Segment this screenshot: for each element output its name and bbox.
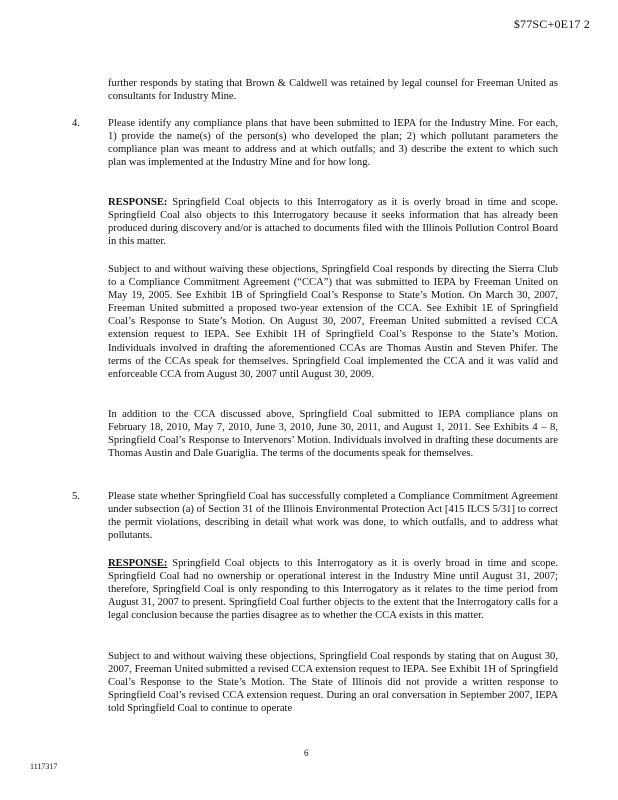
response-body-paragraph: In addition to the CCA discussed above, Springfield Coal submitted to IEPA compliance plans on February 18, 2010, May 7, 2010, June 3, 2010, June 30, 2011, and August 1, 2011. See Exhibits 4 – 8, Springfield Coal’s Response to Intervenors’ Motion. Individuals involved in drafting these documents are Thomas Austin and Dale Guariglia. The terms of the documents speak for themselves. [108,409,558,460]
interrogatory-question: Please identify any compliance plans that have been submitted to IEPA for the Industry Mine. For each, 1) provide the name(s) of the person(s) who developed the plan; 2) which pollutant parameters the compliance plan was meant to address and at which outfalls; and 3) describe the extent to which such plan was implemented at the Industry Mine and for how long. [108,118,558,169]
response-body-paragraph: Subject to and without waiving these objections, Springfield Coal responds by directing the Sierra Club to a Compliance Commitment Agreement (“CCA”) that was submitted to IEPA by Freeman United on May 19, 2005. See Exhibit 1B of Springfield Coal’s Response to State’s Motion. On March 30, 2007, Freeman United submitted a proposed two-year extension of the CCA. See Exhibit 1E of Springfield Coal’s Response to State’s Motion. On August 30, 2007, Freeman United submitted a revised CCA extension request to IEPA. See Exhibit 1H of Springfield Coal’s Response to the State’s Motion. Individuals involved in drafting the aforementioned CCAs are Thomas Austin and Steven Phifer. The terms of the CCAs speak for themselves. Springfield Coal implemented the CCA and it was valid and enforceable CCA from August 30, 2007 until August 30, 2009. [108,264,558,380]
response-text: Springfield Coal objects to this Interrogatory as it is overly broad in time and scope. Springfield Coal had no ownership or operational interest in the Industry Mine until August 31, 2007; therefore, Springfield Coal is only responding to this Interrogatory as it relates to the time period from August 31, 2007 to present. Springfield Coal further objects to the extent that the Interrogatory calls for a legal conclusion because the parties disagree as to whether the CCA exists in this matter. [108,558,558,622]
interrogatory-question: Please state whether Springfield Coal has successfully completed a Compliance Commitment Agreement under subsection (a) of Section 31 of the Illinois Environmental Protection Act [415 ILCS 5/31] to correct the permit violations, describing in detail what work was done, to which outfalls, and to address what pollutants. [108,491,558,542]
response-label: RESPONSE: [108,558,168,569]
intro-paragraph: further responds by stating that Brown & Caldwell was retained by legal counsel for Freeman United as consultants for Industry Mine. [108,78,558,103]
page-number: 6 [304,748,309,758]
response-text: Springfield Coal objects to this Interrogatory as it is overly broad in time and scope. Springfield Coal also objects to this Interrogatory because it seeks information that has already been produced during discovery and/or is attached to documents filed with the Illinois Pollution Control Board in this matter. [108,197,558,248]
item-number: 4. [72,118,80,129]
response-paragraph [108,557,558,622]
response-paragraph [108,196,558,248]
document-code: 1117317 [30,762,58,771]
item-number: 5. [72,491,80,502]
response-body-paragraph: Subject to and without waiving these objections, Springfield Coal responds by stating that on August 30, 2007, Freeman United submitted a revised CCA extension request to IEPA. See Exhibit 1H of Springfield Coal’s Response to the State’s Motion. The State of Illinois did not provide a written response to Springfield Coal’s revised CCA extension request. During an oral conversation in September 2007, IEPA told Springfield Coal to continue to operate [108,651,558,715]
response-label: RESPONSE: [108,197,168,208]
page-id: $77SC+0E17 2 [513,17,590,31]
